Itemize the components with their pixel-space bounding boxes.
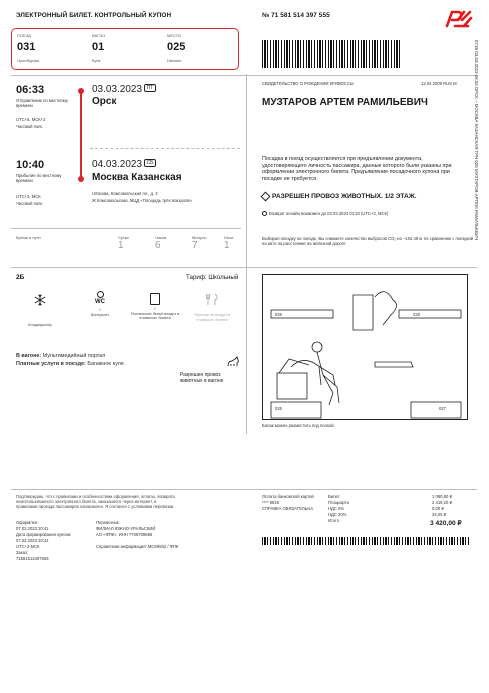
carrier-label: Перевозчик: [96,520,120,525]
price-row-3-value: 34,00 ₽ [432,512,447,517]
paid-services: Платные услуги в поезде: Багажное купе [16,361,124,367]
refund-note: Возврат онлайн возможен до 03.03.2023 04:33 (UTC+3, МСК) [262,211,388,216]
compartment-diagram [262,274,468,420]
issued-label: Оформлен: [16,520,39,525]
seat-028: 028 [413,312,420,317]
departure-date: 03.03.2023 ПТ [92,84,156,96]
footer-barcode [262,537,470,545]
route-end-dot [78,176,84,182]
car-divider [11,267,477,268]
pets-in-car-label: Разрешен провоз животных в вагоне [180,372,224,384]
column-divider [246,74,247,434]
boarding-note: Посадка в поезд осуществляется при предъявлении документа, удостоверяющего личность пассажира, данные которого были указаны при оформлении электронного билета. Предъявление посадочного купона при посадке не требуется. [262,156,452,182]
route-line [80,90,82,180]
departure-tz: UTC+5, МСК+2 [16,117,46,122]
car-class: 2Б [16,274,25,281]
amenity-bedding [130,293,180,321]
place-number: 025 [167,41,186,53]
payment-label: Оплата банковской картой [262,494,314,499]
amenity-wc [80,291,120,317]
footer-tz: UTC+3 МСК [16,544,40,549]
seat-025: 025 [275,406,282,411]
price-row-0-label: Билет [328,494,340,499]
snowflake-icon [33,293,47,307]
ticket-title: ЭЛЕКТРОННЫЙ БИЛЕТ. КОНТРОЛЬНЫЙ КУПОН [16,12,172,19]
route-start-dot [78,88,84,94]
price-row-1-value: 2 419,20 ₽ [432,500,453,505]
order-value: 71581514397555 [16,556,49,561]
amenity-label-bedding: Постельное бельё входит в стоимость билета [130,311,180,321]
in-car-services: В вагоне: Мультимедийный портал [16,353,106,359]
issued-value: 07.02.2023 20:41 [16,526,49,531]
passenger-name: МУЗТАРОВ АРТЕМ РАМИЛЬЕВИЧ [262,97,428,108]
total-value: 3 420,00 ₽ [430,520,462,527]
arrival-weekday: СБ [144,159,156,167]
price-row-2-value: 0,00 ₽ [432,506,444,511]
document-date: 12.04.2009 RUS М [421,81,457,86]
car-type: Купе [92,58,101,63]
car-label: ВАГОН [92,33,106,38]
amenity-label-ac: Кондиционер [28,323,52,327]
bedding-icon [150,293,160,305]
price-row-2-label: НДС 0% [328,506,345,511]
seat-027: 027 [439,406,446,411]
rzd-logo [444,8,474,30]
train-name: Оренбурзье [17,58,40,63]
compartment-caption: Багаж можно разместить под полкой. [262,423,335,428]
warning-icon [261,192,271,202]
arrival-date: 04.03.2023 СБ [92,159,156,171]
arrival-metro: Ж Комсомольская, МЦД «Площадь трёх вокзалов» [92,198,192,203]
price-row-0-value: 1 090,80 ₽ [432,494,453,499]
carrier-branch: ФИЛИАЛ ЮЖНО-УРАЛЬСКИЙ [96,526,156,531]
travel-time-label: Время в пути [16,235,41,240]
arrival-time: 10:40 [16,159,45,171]
amenity-ac [20,293,60,328]
shelf-028 [399,310,461,318]
order-label: Заказ: [16,550,29,555]
nights-value: 1 [224,240,230,251]
pets-in-car [180,358,244,384]
mid-divider [90,148,240,149]
payment-card: **** 9819 [262,500,279,505]
arrival-time-note: Прибытие по местному времени [16,173,62,183]
nights-label: Ночи [224,235,234,240]
eco-note: Выбирая поездку на поезде, Вы снижаете количество выбросов CO₂ на ~102.49 кг по сравнению с поездкой на авто на расстояние на железной дороге [262,236,474,246]
side-summary: 071Б 03.03.2023 06:33 ОРСК – МОСКВА КАЗАНСКАЯ ГРН 025 МУЗТАРОВ АРТЕМ РАМИЛЬЕВИЧ [474,40,479,240]
formed-value: 07.02.2023 20:41 [16,538,49,543]
agreement-text: Подтверждаю, что с правилами и особенностями оформления, оплаты, возврата неиспользованного электронного билета, заказанного через интернет, и правилами проезда пассажиров ознакомлен. Я согласен с условиями перевозки. [16,494,175,509]
hours-value: 6 [155,240,161,251]
footer-divider [11,489,477,490]
carrier-value: АО «ФПК», ИНН 7708709686 [96,532,153,537]
days-label: Сутки [118,235,129,240]
departure-city: Орск [92,96,117,107]
hours-label: Часов [155,235,167,240]
departure-time: 06:33 [16,84,45,96]
amenity-food [186,293,238,322]
refund-icon [262,211,267,216]
check-mark: ✓ [98,308,102,312]
days-value: 1 [118,240,124,251]
ticket-barcode [262,40,402,68]
train-label: ПОЕЗД [17,33,31,38]
price-row-3-label: НДС 20% [328,512,347,517]
top-divider [11,75,477,76]
tariff: Тариф: Школьный [186,274,239,281]
pets-allowed-banner: РАЗРЕШЕН ПРОВОЗ ЖИВОТНЫХ. 1/2 ЭТАЖ. [262,193,417,200]
minutes-value: 7 [192,240,198,251]
document-label: СВИДЕТЕЛЬСТВО О РОЖДЕНИИ КРИВОССЫ [262,81,354,86]
rzd-logo-icon [444,8,474,30]
minutes-label: Минуты [192,235,207,240]
total-label: Итого [328,518,339,523]
departure-time-note: Отправление по местному времени [16,98,68,108]
check-mark: ✓ [153,307,157,311]
car-number: 01 [92,41,105,53]
seat-026: 026 [275,312,282,317]
travel-divider [11,228,241,229]
arrival-tz-note: Часовой пояс [16,201,43,206]
arrival-city: Москва Казанская [92,172,182,183]
pet-icon [226,356,240,368]
shelf-027 [411,402,461,418]
formed-label: Дата формирования купона: [16,532,72,537]
ticket-number: № 71 581 514 397 555 [262,12,330,19]
price-row-1-label: Плацкарта [328,500,349,505]
train-number: 031 [17,41,36,53]
compartment-illustration [263,275,469,421]
place-type: Нижнее [167,58,182,63]
amenity-label-food: Питание не входит в стоимость билета [193,313,231,322]
wc-icon: WC [91,291,109,306]
food-icon [205,293,219,306]
service-info: Справочная информация: МСК9942 / ФПК [96,544,179,549]
arrival-address: г.Москва, Комсомольская пл., д. 2 [92,191,158,196]
arrival-tz: UTC+3, МСК [16,194,41,199]
departure-weekday: ПТ [144,84,156,92]
receipt-note: СПРАВКА ОБЯЗАТЕЛЬНА [262,506,314,511]
place-label: МЕСТО [167,33,182,38]
departure-tz-note: Часовой пояс [16,124,43,129]
seat-box [11,28,239,70]
amenity-label-wc: Биотуалет [90,312,110,317]
